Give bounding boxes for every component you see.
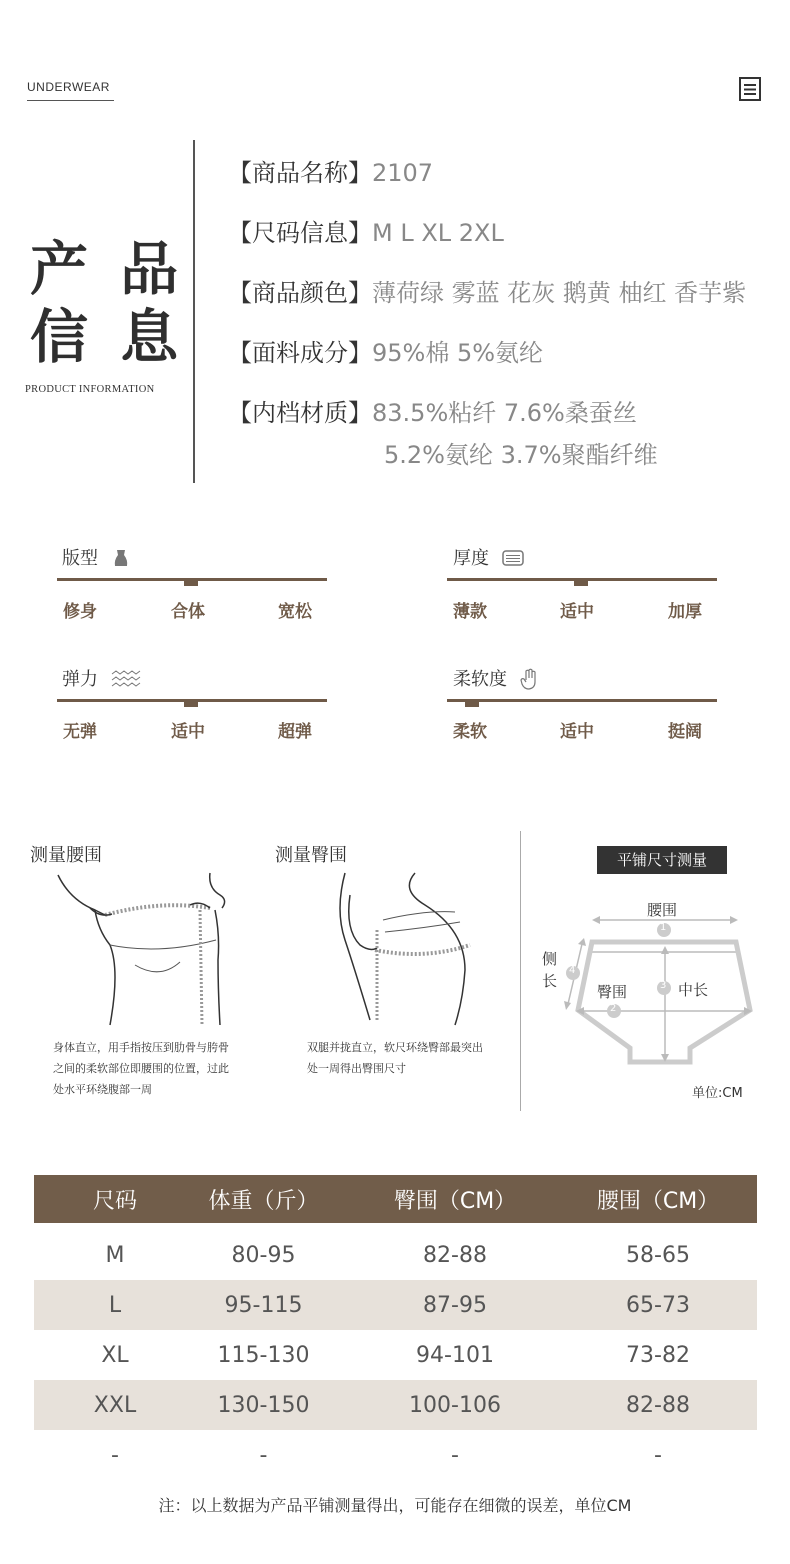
scale-option: 适中 [171, 722, 205, 742]
hip-measure-desc [307, 1037, 483, 1079]
desc-line: 双腿并拢直立，软尺环绕臀部最突出 [307, 1041, 483, 1054]
flat-label-side-2: 长 [542, 972, 558, 990]
cell-waist: 82-88 [626, 1392, 690, 1418]
cell-weight: 130-150 [217, 1392, 310, 1418]
table-row [34, 1330, 757, 1380]
desc-line: 之间的柔软部位即腰围的位置，过此 [53, 1062, 229, 1075]
cell-size: L [108, 1292, 122, 1318]
attr-elasticity [62, 665, 141, 692]
hip-measure-title: 测量臀围 [275, 845, 347, 866]
flat-num-2: 2 [610, 1003, 617, 1014]
cell-hip: 82-88 [423, 1242, 487, 1268]
desc-line: 身体直立，用手指按压到肋骨与胯骨 [53, 1041, 229, 1054]
scale-option: 宽松 [278, 602, 312, 622]
scale-option: 无弹 [63, 722, 97, 742]
cell-weight: 115-130 [217, 1342, 310, 1368]
brand-label: UNDERWEAR [27, 80, 110, 94]
waist-measure-illustration [50, 870, 240, 1034]
cell-size: XXL [93, 1392, 137, 1418]
title-line-2: 信 息 [30, 303, 185, 371]
cell-hip: - [451, 1442, 459, 1468]
hand-icon [520, 668, 538, 694]
scale-option: 挺阔 [668, 722, 702, 742]
footnote: 注：以上数据为产品平铺测量得出，可能存在细微的误差，单位CM [158, 1496, 632, 1515]
cell-hip: 94-101 [416, 1342, 494, 1368]
info-value: 5.2%氨纶 3.7%聚酯纤维 [384, 441, 658, 469]
scale-marker [574, 581, 588, 586]
scale-marker [184, 581, 198, 586]
scale-option: 适中 [560, 722, 594, 742]
layers-icon [502, 550, 524, 570]
table-row [34, 1280, 757, 1330]
cell-size: M [105, 1242, 125, 1268]
size-table [34, 1175, 757, 1480]
info-row-fabric [228, 333, 543, 373]
wave-icon [111, 670, 141, 692]
table-row [34, 1380, 757, 1430]
flat-measure-tag: 平铺尺寸测量 [597, 846, 727, 874]
header-hip: 臀围（CM） [393, 1188, 517, 1214]
waist-measure-desc [53, 1037, 229, 1100]
info-key: 【商品名称】 [228, 159, 372, 187]
info-value: 2107 [372, 159, 434, 187]
attr-title: 版型 [62, 548, 98, 569]
attr-thickness [453, 544, 524, 570]
flat-label-waist: 腰围 [647, 901, 678, 919]
scale-option: 超弹 [278, 722, 312, 742]
waist-measure-title: 测量腰围 [30, 845, 102, 866]
brand-underline [27, 100, 114, 101]
scale-option: 修身 [63, 602, 97, 622]
cell-waist: 73-82 [626, 1342, 690, 1368]
scale-option: 薄款 [453, 602, 487, 622]
list-icon[interactable] [739, 77, 761, 101]
flat-label-hip: 臀围 [597, 983, 628, 1001]
attr-title: 厚度 [453, 548, 489, 569]
unit-label: 单位:CM [692, 1086, 743, 1101]
table-row [34, 1430, 757, 1480]
table-header [34, 1175, 757, 1223]
flat-label-side-1: 侧 [542, 950, 558, 968]
info-row-color [228, 273, 746, 313]
header-weight: 体重（斤） [208, 1188, 319, 1214]
scale-option: 合体 [171, 602, 205, 622]
info-row-lining [228, 393, 637, 433]
info-key: 【内档材质】 [228, 399, 372, 427]
flat-num-3: 3 [660, 980, 667, 991]
cell-weight: - [259, 1442, 268, 1468]
title-line-1: 产 品 [30, 235, 185, 303]
cell-size: - [111, 1442, 119, 1468]
flat-num-1: 1 [660, 922, 667, 933]
product-info-title [30, 235, 184, 371]
cell-weight: 95-115 [224, 1292, 303, 1318]
info-row-name [228, 153, 433, 193]
cell-hip: 87-95 [423, 1292, 487, 1318]
body-shape-icon [111, 548, 131, 572]
scale-marker [465, 702, 479, 707]
scale-option: 加厚 [668, 602, 702, 622]
flat-label-mid: 中长 [678, 981, 709, 999]
info-row-lining-cont [384, 435, 658, 475]
flat-num-4: 4 [569, 965, 576, 976]
scale-option: 适中 [560, 602, 594, 622]
info-key: 【面料成分】 [228, 339, 372, 367]
header-waist: 腰围（CM） [596, 1188, 720, 1214]
info-value: 95%棉 5%氨纶 [372, 339, 544, 367]
cell-size: XL [101, 1342, 129, 1368]
attr-softness [453, 665, 538, 694]
scale-marker [184, 702, 198, 707]
info-value: 83.5%粘纤 7.6%桑蚕丝 [372, 399, 637, 427]
info-value: 薄荷绿 雾蓝 花灰 鹅黄 柚红 香芋紫 [372, 279, 747, 307]
scale-option: 柔软 [453, 722, 487, 742]
product-info-subtitle: PRODUCT INFORMATION [25, 384, 155, 395]
attr-fit [62, 544, 131, 572]
attr-title: 弹力 [62, 669, 98, 690]
cell-waist: 58-65 [626, 1242, 690, 1268]
cell-hip: 100-106 [409, 1392, 501, 1418]
attr-title: 柔软度 [453, 669, 507, 690]
info-value: M L XL 2XL [372, 219, 504, 247]
table-row [34, 1230, 757, 1280]
cell-weight: 80-95 [231, 1242, 296, 1268]
info-row-size [228, 213, 504, 253]
cell-waist: 65-73 [626, 1292, 690, 1318]
info-divider [193, 140, 195, 483]
measure-divider [520, 831, 521, 1111]
header-size: 尺码 [92, 1188, 137, 1214]
scale-line [447, 699, 717, 702]
desc-line: 处水平环绕腹部一周 [53, 1083, 152, 1096]
cell-waist: - [654, 1442, 662, 1468]
hip-measure-illustration [315, 870, 495, 1034]
flat-measure-diagram [540, 880, 770, 1075]
info-key: 【尺码信息】 [228, 219, 372, 247]
info-key: 【商品颜色】 [228, 279, 372, 307]
desc-line: 处一周得出臀围尺寸 [307, 1062, 406, 1075]
